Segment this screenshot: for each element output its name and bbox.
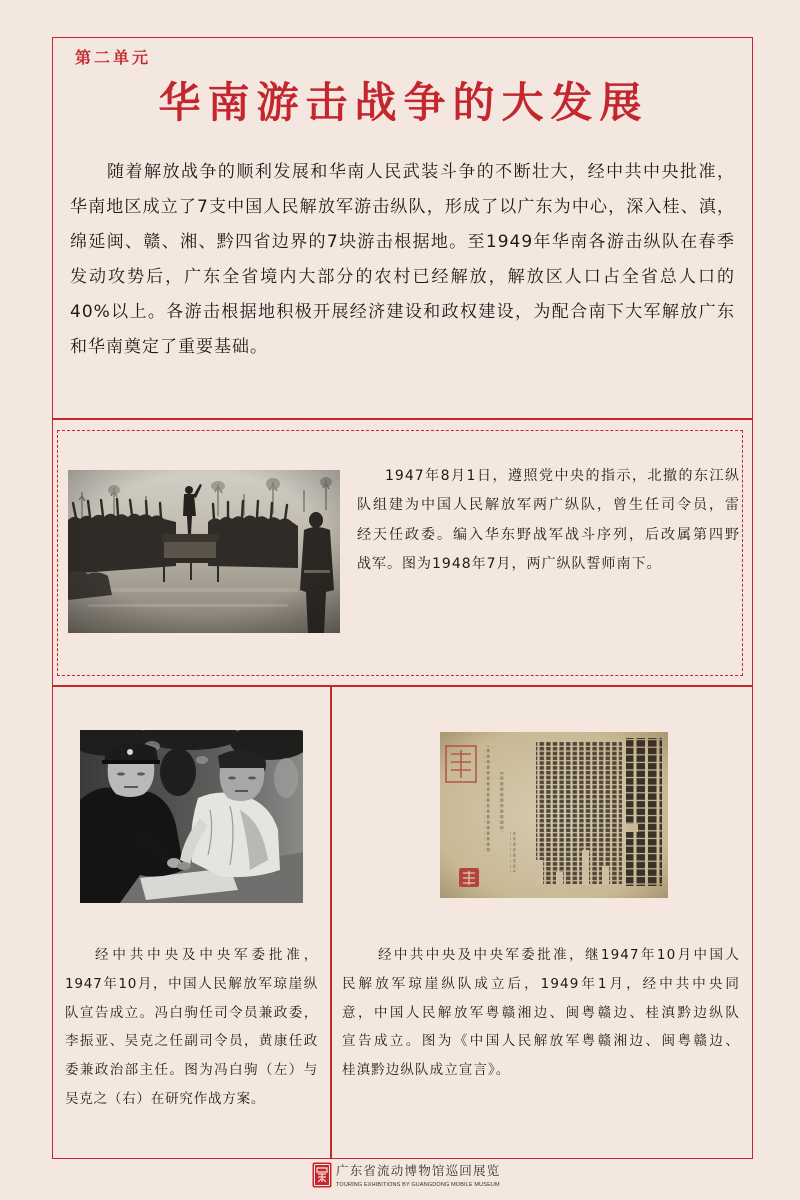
caption-line: 委兼政治部主任。图为冯白驹（左）与 bbox=[65, 1062, 318, 1079]
unit-label: 第二单元 bbox=[75, 48, 152, 67]
section-divider-top bbox=[52, 418, 753, 420]
page-title: 华南游击战争的大发展 bbox=[158, 78, 649, 127]
caption-line: 吴克之（右）在研究作战方案。 bbox=[65, 1090, 266, 1107]
intro-line: 发动攻势后，广东全省境内大部分的农村已经解放，解放区人口占全省总人口的 bbox=[70, 267, 735, 287]
column-divider bbox=[330, 685, 332, 1159]
footer-organizer-en: TOURING EXHIBITIONS BY GUANGDONG MOBILE MUSEUM bbox=[336, 1182, 500, 1188]
intro-line: 随着解放战争的顺利发展和华南人民武装斗争的不断壮大，经中共中央批准， bbox=[107, 162, 735, 182]
caption-line: 桂滇黔边纵队成立宣言》。 bbox=[342, 1062, 511, 1079]
caption-line: 李振亚、吴克之任副司令员，黄康任政 bbox=[65, 1033, 318, 1050]
caption-line: 1947年8月1日，遵照党中央的指示，北撤的东江纵 bbox=[385, 468, 740, 484]
footer-organizer: 广东省流动博物馆巡回展览 bbox=[336, 1163, 501, 1178]
section-divider-bottom bbox=[52, 685, 753, 687]
caption-line: 1947年10月，中国人民解放军琼崖纵 bbox=[65, 975, 318, 992]
caption-declaration bbox=[342, 941, 740, 1085]
photo-qiongya-leaders bbox=[80, 730, 303, 903]
intro-line: 绵延闽、赣、湘、黔四省边界的7块游击根据地。至1949年华南各游击纵队在春季 bbox=[70, 232, 735, 252]
caption-line: 战军。图为1948年7月，两广纵队誓师南下。 bbox=[357, 556, 662, 573]
intro-line: 华南地区成立了7支中国人民解放军游击纵队，形成了以广东为中心，深入桂、滇， bbox=[70, 197, 735, 217]
caption-line: 经中共中央及中央军委批准， bbox=[95, 947, 318, 963]
caption-liangguang bbox=[357, 462, 740, 580]
photo-declaration-document bbox=[440, 732, 668, 898]
caption-line: 队宣告成立。冯白驹任司令员兼政委， bbox=[65, 1004, 318, 1021]
intro-line: 和华南奠定了重要基础。 bbox=[70, 337, 268, 357]
caption-line: 经中共中央及中央军委批准，继1947年10月中国人 bbox=[378, 947, 740, 963]
caption-line: 宣告成立。图为《中国人民解放军粤赣湘边、闽粤赣边、 bbox=[342, 1033, 740, 1050]
museum-logo-icon bbox=[312, 1162, 332, 1188]
caption-line: 意，中国人民解放军粤赣湘边、闽粤赣边、桂滇黔边纵队 bbox=[342, 1004, 740, 1021]
photo-liangguang-oath bbox=[68, 470, 340, 633]
caption-line: 经天任政委。编入华东野战军战斗序列，后改属第四野 bbox=[357, 526, 740, 543]
caption-qiongya bbox=[65, 941, 318, 1114]
caption-line: 队组建为中国人民解放军两广纵队，曾生任司令员，雷 bbox=[357, 497, 740, 514]
intro-paragraph bbox=[70, 155, 735, 365]
caption-line: 民解放军琼崖纵队成立后，1949年1月，经中共中央同 bbox=[342, 975, 740, 992]
intro-line: 40%以上。各游击根据地积极开展经济建设和政权建设，为配合南下大军解放广东 bbox=[70, 302, 735, 322]
